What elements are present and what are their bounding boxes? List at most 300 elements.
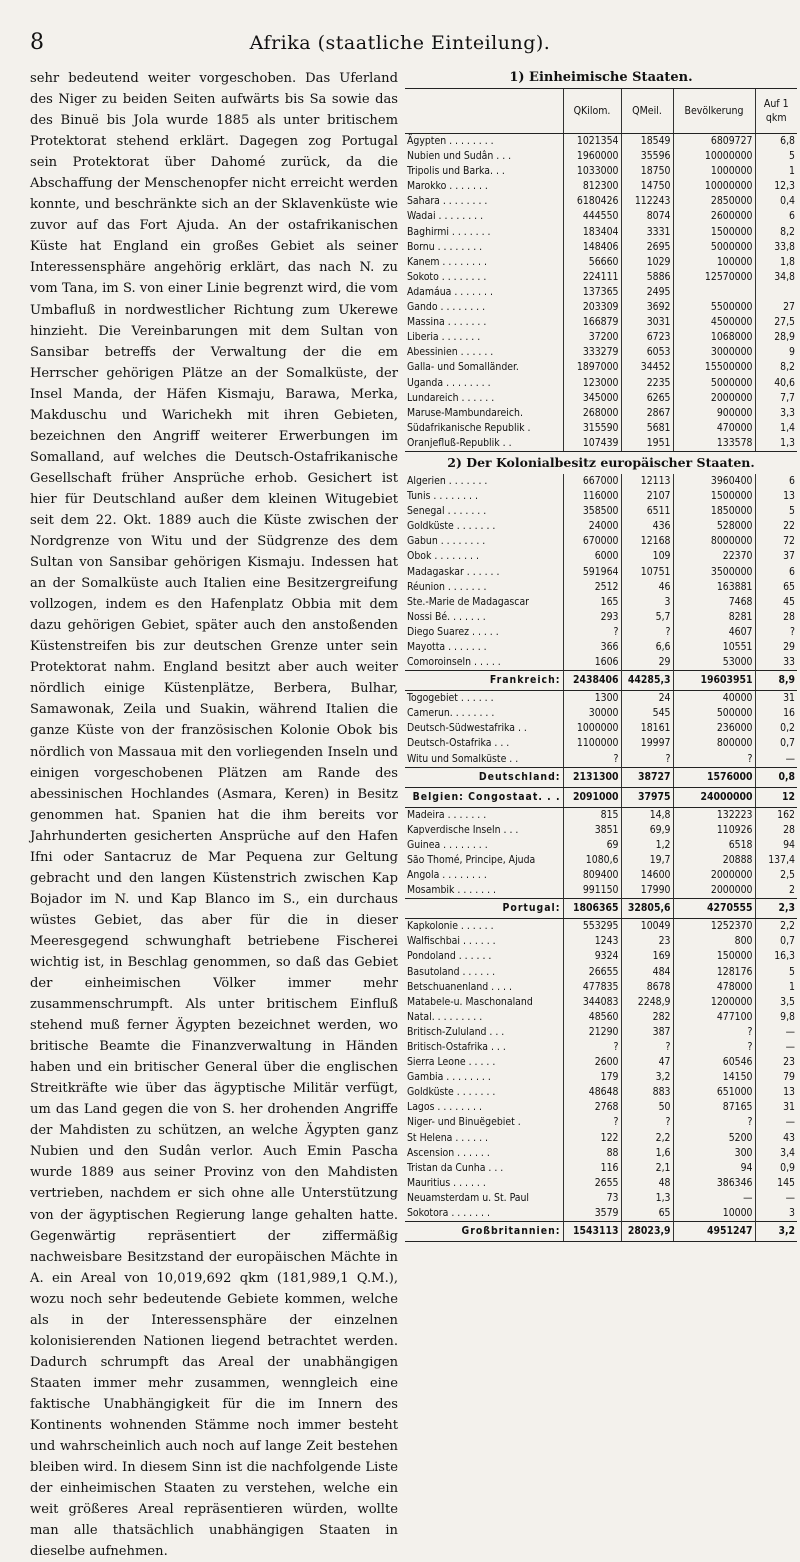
cell-value: 2768 xyxy=(563,1100,621,1115)
cell-value: 137,4 xyxy=(755,853,797,868)
cell-value: 26655 xyxy=(563,965,621,980)
table-row xyxy=(405,421,797,436)
table-row xyxy=(405,1206,797,1222)
row-label: Belgien: Congostaat. . . xyxy=(405,787,563,807)
cell-value: 333279 xyxy=(563,345,621,360)
cell-value: ? xyxy=(621,1040,673,1055)
cell-value: 345000 xyxy=(563,391,621,406)
cell-value: 8,9 xyxy=(755,671,797,691)
cell-value: 27,5 xyxy=(755,315,797,330)
cell-value: 6,6 xyxy=(621,640,673,655)
row-label: Goldküste . . . . . . . xyxy=(407,1086,496,1099)
table-row xyxy=(405,853,797,868)
table-row xyxy=(405,1100,797,1115)
row-label: Gando . . . . . . . . xyxy=(407,301,486,314)
cell-value: 4951247 xyxy=(673,1222,755,1242)
cell-value: 1068000 xyxy=(673,330,755,345)
cell-value: ? xyxy=(755,625,797,640)
cell-value: 2248,9 xyxy=(621,995,673,1010)
cell-value: 2000000 xyxy=(673,868,755,883)
row-label: Matabele-u. Maschonaland xyxy=(407,995,533,1008)
cell-value xyxy=(673,285,755,300)
table-row xyxy=(405,995,797,1010)
cell-value: 3 xyxy=(755,1206,797,1222)
row-label: Tristan da Cunha . . . xyxy=(407,1161,504,1174)
cell-value: 166879 xyxy=(563,315,621,330)
cell-value: 12113 xyxy=(621,474,673,489)
row-label: Basutoland . . . . . . xyxy=(407,965,496,978)
cell-value: 12,3 xyxy=(755,179,797,194)
row-label: Angola . . . . . . . . xyxy=(407,869,487,882)
row-label: Senegal . . . . . . . xyxy=(407,505,487,518)
cell-value: 2695 xyxy=(621,240,673,255)
cell-value: 1543113 xyxy=(563,1222,621,1242)
cell-value: 8,2 xyxy=(755,225,797,240)
row-label: Kapverdische Inseln . . . xyxy=(407,823,519,836)
cell-value: 815 xyxy=(563,807,621,823)
row-label: Portugal: xyxy=(405,899,563,919)
cell-value: 6 xyxy=(755,565,797,580)
cell-value: 5681 xyxy=(621,421,673,436)
cell-value: 1252370 xyxy=(673,919,755,935)
cell-value: 4607 xyxy=(673,625,755,640)
cell-value: 1,3 xyxy=(755,436,797,451)
cell-value: 224111 xyxy=(563,270,621,285)
cell-value: 670000 xyxy=(563,534,621,549)
colonial-table xyxy=(405,474,797,1242)
cell-value: 3,4 xyxy=(755,1146,797,1161)
table-row xyxy=(405,360,797,375)
total-row xyxy=(405,767,797,787)
cell-value: 5000000 xyxy=(673,376,755,391)
cell-value: 1021354 xyxy=(563,134,621,150)
table-row xyxy=(405,225,797,240)
cell-value: 137365 xyxy=(563,285,621,300)
section-title-native-states: 1) Einheimische Staaten. xyxy=(509,70,693,85)
cell-value: 366 xyxy=(563,640,621,655)
cell-value: 48 xyxy=(621,1176,673,1191)
row-label: Frankreich: xyxy=(405,671,563,691)
cell-value: 5 xyxy=(755,504,797,519)
table-row xyxy=(405,706,797,721)
cell-value: 17990 xyxy=(621,883,673,899)
cell-value: 14,8 xyxy=(621,807,673,823)
cell-value: 16 xyxy=(755,706,797,721)
cell-value: 14750 xyxy=(621,179,673,194)
cell-value: 9324 xyxy=(563,949,621,964)
cell-value: 183404 xyxy=(563,225,621,240)
cell-value: 203309 xyxy=(563,300,621,315)
cell-value: 2 xyxy=(755,883,797,899)
table-row xyxy=(405,474,797,489)
row-label: Betschuanenland . . . . xyxy=(407,980,512,993)
cell-value: 5 xyxy=(755,965,797,980)
column-header: Bevölkerung xyxy=(673,89,755,134)
table-row xyxy=(405,391,797,406)
cell-value: 1300 xyxy=(563,691,621,707)
cell-value: 387 xyxy=(621,1025,673,1040)
cell-value: 19,7 xyxy=(621,853,673,868)
statistics-table xyxy=(405,88,797,451)
cell-value: 30000 xyxy=(563,706,621,721)
cell-value: 3000000 xyxy=(673,345,755,360)
cell-value: 179 xyxy=(563,1070,621,1085)
cell-value: 3331 xyxy=(621,225,673,240)
cell-value: ? xyxy=(563,1115,621,1130)
cell-value: 2,3 xyxy=(755,899,797,919)
table-row xyxy=(405,838,797,853)
cell-value: 19997 xyxy=(621,736,673,751)
row-label: Comoroinseln . . . . . xyxy=(407,656,501,669)
cell-value: 27 xyxy=(755,300,797,315)
cell-value: 48648 xyxy=(563,1085,621,1100)
cell-value: 8000000 xyxy=(673,534,755,549)
cell-value: 6 xyxy=(755,209,797,224)
section-title-colonial: 2) Der Kolonialbesitz europäischer Staaten. xyxy=(405,451,797,474)
cell-value: 6265 xyxy=(621,391,673,406)
cell-value: 293 xyxy=(563,610,621,625)
row-label: São Thomé, Principe, Ajuda xyxy=(407,853,536,866)
cell-value: ? xyxy=(621,625,673,640)
cell-value: 148406 xyxy=(563,240,621,255)
table-row xyxy=(405,919,797,935)
cell-value: 6000 xyxy=(563,549,621,564)
cell-value: 94 xyxy=(755,838,797,853)
cell-value: 28 xyxy=(755,610,797,625)
cell-value: 282 xyxy=(621,1010,673,1025)
cell-value: 6180426 xyxy=(563,194,621,209)
cell-value: 6053 xyxy=(621,345,673,360)
cell-value: 991150 xyxy=(563,883,621,899)
cell-value: 3,2 xyxy=(755,1222,797,1242)
cell-value: 6809727 xyxy=(673,134,755,150)
cell-value: 47 xyxy=(621,1055,673,1070)
cell-value: 5200 xyxy=(673,1131,755,1146)
row-label: Sahara . . . . . . . . xyxy=(407,195,488,208)
cell-value: 2000000 xyxy=(673,883,755,899)
cell-value: 169 xyxy=(621,949,673,964)
cell-value: 1243 xyxy=(563,934,621,949)
cell-value: 69,9 xyxy=(621,823,673,838)
cell-value: 116000 xyxy=(563,489,621,504)
cell-value: 56660 xyxy=(563,255,621,270)
page-title: Afrika (staatliche Einteilung). xyxy=(249,32,551,54)
column-header xyxy=(405,89,563,134)
cell-value: 8678 xyxy=(621,980,673,995)
row-label: Britisch-Zululand . . . xyxy=(407,1025,505,1038)
row-label: Wadai . . . . . . . . xyxy=(407,210,484,223)
cell-value: 163881 xyxy=(673,580,755,595)
cell-value: 1200000 xyxy=(673,995,755,1010)
row-label: St Helena . . . . . . xyxy=(407,1131,488,1144)
cell-value: 14150 xyxy=(673,1070,755,1085)
cell-value: 3500000 xyxy=(673,565,755,580)
table-row xyxy=(405,625,797,640)
table-row xyxy=(405,565,797,580)
cell-value: ? xyxy=(563,1040,621,1055)
row-label: Algerien . . . . . . . xyxy=(407,474,488,487)
row-label: Mauritius . . . . . . xyxy=(407,1176,486,1189)
cell-value: 48560 xyxy=(563,1010,621,1025)
row-label: Sierra Leone . . . . . xyxy=(407,1056,496,1069)
cell-value: 1500000 xyxy=(673,489,755,504)
cell-value: 3031 xyxy=(621,315,673,330)
cell-value: 2000000 xyxy=(673,391,755,406)
row-label: Kapkolonie . . . . . . xyxy=(407,920,494,933)
cell-value: 40000 xyxy=(673,691,755,707)
table-row xyxy=(405,194,797,209)
cell-value: 883 xyxy=(621,1085,673,1100)
cell-value: 43 xyxy=(755,1131,797,1146)
row-label: Abessinien . . . . . . xyxy=(407,346,494,359)
cell-value: 10551 xyxy=(673,640,755,655)
table-row xyxy=(405,965,797,980)
table-row xyxy=(405,179,797,194)
row-label: Galla- und Somalländer. xyxy=(407,361,519,374)
total-row xyxy=(405,671,797,691)
cell-value: 651000 xyxy=(673,1085,755,1100)
table-row xyxy=(405,949,797,964)
cell-value: 50 xyxy=(621,1100,673,1115)
table-header-row xyxy=(405,89,797,134)
cell-value: 1951 xyxy=(621,436,673,451)
cell-value: 2,5 xyxy=(755,868,797,883)
cell-value: 110926 xyxy=(673,823,755,838)
table-row xyxy=(405,240,797,255)
cell-value: 4500000 xyxy=(673,315,755,330)
cell-value: 13 xyxy=(755,1085,797,1100)
cell-value: ? xyxy=(563,625,621,640)
cell-value: 2600000 xyxy=(673,209,755,224)
cell-value: 1806365 xyxy=(563,899,621,919)
cell-value: 2091000 xyxy=(563,787,621,807)
table-row xyxy=(405,285,797,300)
row-label: Witu und Somalküste . . xyxy=(407,752,519,765)
row-label: Ste.-Marie de Madagascar xyxy=(407,595,530,608)
cell-value: 5000000 xyxy=(673,240,755,255)
row-label: Maruse-Mambundareich. xyxy=(407,406,523,419)
cell-value: 22 xyxy=(755,519,797,534)
cell-value: 38727 xyxy=(621,767,673,787)
cell-value: ? xyxy=(563,752,621,768)
cell-value: 37 xyxy=(755,549,797,564)
cell-value: 5886 xyxy=(621,270,673,285)
cell-value: — xyxy=(755,1115,797,1130)
cell-value: 1 xyxy=(755,164,797,179)
cell-value: 1033000 xyxy=(563,164,621,179)
cell-value: 0,8 xyxy=(755,767,797,787)
row-label: Massina . . . . . . . xyxy=(407,316,487,329)
cell-value: 107439 xyxy=(563,436,621,451)
column-header: QKilom. xyxy=(563,89,621,134)
cell-value: 23 xyxy=(755,1055,797,1070)
row-label: Gabun . . . . . . . . xyxy=(407,535,486,548)
cell-value: 88 xyxy=(563,1146,621,1161)
table-row xyxy=(405,1040,797,1055)
cell-value: 1897000 xyxy=(563,360,621,375)
row-label: Nubien und Sudân . . . xyxy=(407,150,512,163)
cell-value: 2,1 xyxy=(621,1161,673,1176)
cell-value: 1,3 xyxy=(621,1191,673,1206)
table-row xyxy=(405,807,797,823)
cell-value: — xyxy=(755,1040,797,1055)
cell-value: 1606 xyxy=(563,655,621,671)
cell-value: ? xyxy=(673,1115,755,1130)
row-label: Baghirmi . . . . . . . xyxy=(407,225,491,238)
cell-value: 8281 xyxy=(673,610,755,625)
cell-value: — xyxy=(755,752,797,768)
table-row xyxy=(405,1176,797,1191)
cell-value: 44285,3 xyxy=(621,671,673,691)
table-row xyxy=(405,1191,797,1206)
cell-value: — xyxy=(755,1191,797,1206)
cell-value: 18750 xyxy=(621,164,673,179)
cell-value: 29 xyxy=(755,640,797,655)
cell-value: 10751 xyxy=(621,565,673,580)
row-label: Marokko . . . . . . . xyxy=(407,180,488,193)
cell-value: 40,6 xyxy=(755,376,797,391)
table-row xyxy=(405,868,797,883)
row-label: Nossi Bé. . . . . . . xyxy=(407,610,486,623)
cell-value: 65 xyxy=(755,580,797,595)
table-row xyxy=(405,376,797,391)
row-label: Adamáua . . . . . . . xyxy=(407,285,493,298)
cell-value: 94 xyxy=(673,1161,755,1176)
cell-value: 2867 xyxy=(621,406,673,421)
table-row xyxy=(405,655,797,671)
table-row xyxy=(405,315,797,330)
table-row xyxy=(405,504,797,519)
row-label: Diego Suarez . . . . . xyxy=(407,625,499,638)
row-label: Großbritannien: xyxy=(405,1222,563,1242)
cell-value: 8074 xyxy=(621,209,673,224)
total-row xyxy=(405,899,797,919)
column-header: Auf 1 qkm xyxy=(755,89,797,134)
cell-value: 1,4 xyxy=(755,421,797,436)
table-row xyxy=(405,934,797,949)
cell-value: 37200 xyxy=(563,330,621,345)
table-row xyxy=(405,1010,797,1025)
table-row xyxy=(405,736,797,751)
table-row xyxy=(405,691,797,707)
cell-value: 0,9 xyxy=(755,1161,797,1176)
cell-value: 28 xyxy=(755,823,797,838)
row-label: Neuamsterdam u. St. Paul xyxy=(407,1191,530,1204)
table-row xyxy=(405,1070,797,1085)
row-label: Togogebiet . . . . . . xyxy=(407,692,494,705)
cell-value: 16,3 xyxy=(755,949,797,964)
row-label: Pondoland . . . . . . xyxy=(407,950,492,963)
cell-value: ? xyxy=(673,752,755,768)
cell-value: 87165 xyxy=(673,1100,755,1115)
cell-value: 1,6 xyxy=(621,1146,673,1161)
row-label: Goldküste . . . . . . . xyxy=(407,520,496,533)
cell-value: 300 xyxy=(673,1146,755,1161)
cell-value: 128176 xyxy=(673,965,755,980)
row-label: Deutsch-Südwestafrika . . xyxy=(407,722,527,735)
cell-value: ? xyxy=(621,752,673,768)
cell-value: 2235 xyxy=(621,376,673,391)
table-row xyxy=(405,149,797,164)
cell-value: 20888 xyxy=(673,853,755,868)
cell-value: 2655 xyxy=(563,1176,621,1191)
table-row xyxy=(405,406,797,421)
cell-value: 2,2 xyxy=(621,1131,673,1146)
cell-value: 800 xyxy=(673,934,755,949)
cell-value: 3851 xyxy=(563,823,621,838)
cell-value: 268000 xyxy=(563,406,621,421)
table-row xyxy=(405,1025,797,1040)
page-number: 8 xyxy=(30,30,44,55)
cell-value: 32805,6 xyxy=(621,899,673,919)
cell-value: 0,4 xyxy=(755,194,797,209)
table-row xyxy=(405,164,797,179)
total-row xyxy=(405,1222,797,1242)
cell-value: 344083 xyxy=(563,995,621,1010)
cell-value: 6723 xyxy=(621,330,673,345)
cell-value: 3,3 xyxy=(755,406,797,421)
cell-value: 122 xyxy=(563,1131,621,1146)
cell-value: 19603951 xyxy=(673,671,755,691)
cell-value: 10000 xyxy=(673,1206,755,1222)
cell-value: 1,8 xyxy=(755,255,797,270)
cell-value: 1 xyxy=(755,980,797,995)
table-row xyxy=(405,519,797,534)
cell-value: 12570000 xyxy=(673,270,755,285)
cell-value: 31 xyxy=(755,1100,797,1115)
cell-value: 109 xyxy=(621,549,673,564)
cell-value: 0,2 xyxy=(755,721,797,736)
cell-value: 10000000 xyxy=(673,149,755,164)
cell-value: 14600 xyxy=(621,868,673,883)
table-row xyxy=(405,1085,797,1100)
row-label: Sokotora . . . . . . . xyxy=(407,1207,490,1219)
row-label: Madeira . . . . . . . xyxy=(407,808,487,821)
cell-value: 69 xyxy=(563,838,621,853)
cell-value: 477835 xyxy=(563,980,621,995)
cell-value: 2600 xyxy=(563,1055,621,1070)
table-row xyxy=(405,270,797,285)
cell-value: 12 xyxy=(755,787,797,807)
row-label: Kanem . . . . . . . . xyxy=(407,255,487,268)
row-label: Oranjefluß-Republik . . xyxy=(407,436,512,449)
cell-value: 9,8 xyxy=(755,1010,797,1025)
cell-value: 28,9 xyxy=(755,330,797,345)
native-states-body xyxy=(405,134,797,451)
table-row xyxy=(405,549,797,564)
cell-value: 2850000 xyxy=(673,194,755,209)
row-label: Ägypten . . . . . . . . xyxy=(407,135,494,147)
cell-value: 5500000 xyxy=(673,300,755,315)
cell-value: 470000 xyxy=(673,421,755,436)
table-row xyxy=(405,436,797,451)
cell-value: 12168 xyxy=(621,534,673,549)
cell-value: 2131300 xyxy=(563,767,621,787)
table-row xyxy=(405,823,797,838)
cell-value: 667000 xyxy=(563,474,621,489)
table-row xyxy=(405,1161,797,1176)
cell-value: 132223 xyxy=(673,807,755,823)
cell-value: 165 xyxy=(563,595,621,610)
cell-value: ? xyxy=(621,1115,673,1130)
body-paragraph: sehr bedeutend weiter vorgeschoben. Das Uferland des Niger zu beiden Seiten aufwärts bis Sa sowie das des Binuë bis Jola wurde 1885 als unter britischem Protektorat stehend erklärt. Dagegen zog Portugal sein Protektorat über Dahomé zurück, da die Abschaffung der Menschenopfer nicht erreicht werden konnte, und beschränkte sich an der Sklavenküste wie zuvor auf das Fort Ajuda. An der ostafrikanischen Küste hat England ein großes Gebiet als seiner Interessensphäre angehörig erklärt, das nach N. zu vom Tana, im S. von einer Linie begrenzt wird, die vom Umbafluß in nordwestlicher Richtung zum Ukerewe hinzieht. Die Vereinbarungen mit dem Sultan von Sansibar betreffs der Verwaltung der die em Herrscher gehörigen Plätze an der Somalküste, der Insel Manda, der Häfen Kismaju, Barawa, Merka, Makduschu und Warichekh mit ihren Gebieten, bezeichnen den Angriff weiterer Erwerbungen im Somalland, auf welches die Deutsch-Ostafrikanische Gesellschaft früher Ansprüche erhob. Gesichert ist hier für Deutschland außer dem kleinen Witugebiet seit dem 22. Okt. 1889 auch die Küste zwischen der Nordgrenze von Witu und der Südgrenze des dem Sultan von Sansibar gehörigen Kismaju. Indessen hat an der Somalküste auch Italien eine Besitzergreifung vollzogen, indem es den Hafenplatz Obbia mit dem dazu gehörigen Gebiet, später auch den anstoßenden Küstenstreifen bis zur deutschen Grenze unter sein Protektorat nahm. England besitzt aber auch weiter nördlich einige Küstenplätze, Berbera, Bulhar, Samawonak, Zeila und Suakin, während Italien die ganze Küste von der französischen Kolonie Obok bis nördlich von Massaua mit den vorliegenden Inseln und einigen vorgeschobenen Plätzen am Rande des abessinischen Hochlandes (Asmara, Keren) in Besitz genommen hat. Spanien hat die ihm bereits vor Jahrhunderten gesicherten Ansprüche auf den Hafen Ifni oder Santacruz de Mar Pequena zur Geltung gebracht und den langen Küstenstrich zwischen Kap Bojador im N. und Kap Blanco im S., ein durchaus wüstes Gebiet, das aber für die in dieser Meeresgegend schwunghaft betriebene Fischerei wichtig ist, in Beschlag genommen, so daß das Gebiet der einheimischen Völker immer mehr zusammenschrumpft. Als unter britischem Einfluß stehend muß ferner Ägypten bezeichnet werden, wo britische Beamte die Finanzverwaltung in Händen haben und ein britischer General über die englischen Streitkräfte wie über das ägyptische Militär verfügt, um das Land gegen die von S. her drohenden Angriffe der Mahdisten zu schützen, an welche Ägypten ganz Nubien und den Sudân verlor. Auch Emin Pascha wurde 1889 aus seiner Provinz von den Mahdisten vertrieben, nachdem er sich ohne alle Unterstützung von der ägyptischen Regierung lange gehalten hatte. Gegenwärtig repräsentiert der ziffermäßig nachweisbare Besitzstand der europäischen Mächte in A. ein Areal von 10,019,692 qkm (181,989,1 Q.M.), wozu noch sehr bedeutende Gebiete kommen, welche als in der Interessensphäre der einzelnen kolonisierenden Nationen liegend betrachtet werden. Dadurch schrumpft das Areal der unabhängigen Staaten immer mehr zusammen, wenngleich eine faktische Unabhängigkeit für die im Innern des Kontinents wohnenden Stämme noch immer besteht und wahrscheinlich auch noch auf lange Zeit bestehen bleiben wird. In diesem Sinn ist die nachfolgende Liste der einheimischen Staaten zu verstehen, welche ein weit größeres Areal repräsentieren würden, wollte man alle thatsächlich unabhängigen Staaten in dieselbe aufnehmen. xyxy=(30,71,398,1560)
cell-value: 2512 xyxy=(563,580,621,595)
cell-value: 24000 xyxy=(563,519,621,534)
cell-value: 6,8 xyxy=(755,134,797,150)
cell-value: 53000 xyxy=(673,655,755,671)
cell-value: 123000 xyxy=(563,376,621,391)
row-label: Tripolis und Barka. . . xyxy=(407,165,505,178)
